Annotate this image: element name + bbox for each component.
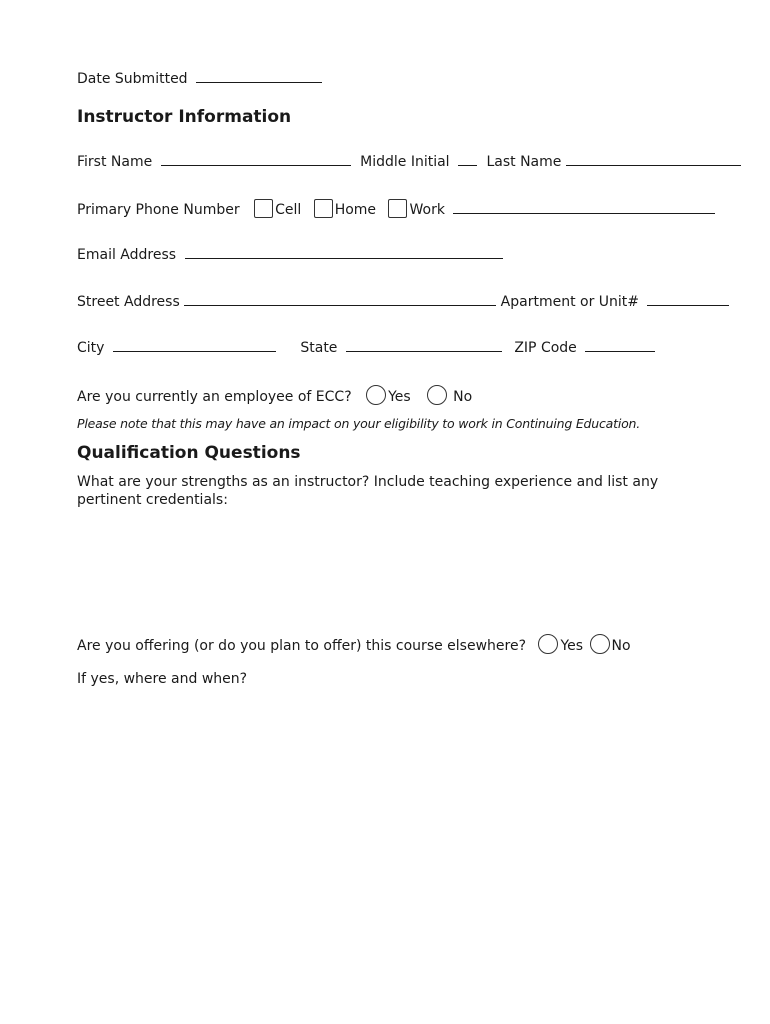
date-submitted-field[interactable] <box>196 70 322 83</box>
state-field[interactable] <box>346 339 502 352</box>
home-label: Home <box>334 202 377 218</box>
offering-no-radio[interactable] <box>590 634 610 654</box>
work-checkbox[interactable] <box>388 199 407 218</box>
first-name-label: First Name <box>77 154 153 170</box>
employee-yes-radio[interactable] <box>366 385 386 405</box>
name-row <box>77 153 741 171</box>
last-name-field[interactable] <box>566 153 741 166</box>
email-address-label: Email Address <box>77 247 177 263</box>
first-name-field[interactable] <box>161 153 351 166</box>
where-when-prompt: If yes, where and when? <box>77 671 248 687</box>
eligibility-note: Please note that this may have an impact on your eligibility to work in Continuing Education. <box>77 416 641 431</box>
offering-row <box>77 634 631 655</box>
offering-yes-radio[interactable] <box>538 634 558 654</box>
date-submitted-row <box>77 70 322 88</box>
street-row <box>77 293 729 311</box>
email-row <box>77 246 503 264</box>
instructor-information-heading: Instructor Information <box>77 107 292 127</box>
street-address-field[interactable] <box>184 293 496 306</box>
cell-label: Cell <box>275 202 302 218</box>
last-name-label: Last Name <box>486 154 562 170</box>
city-label: City <box>77 340 105 356</box>
apartment-field[interactable] <box>647 293 729 306</box>
home-checkbox[interactable] <box>314 199 333 218</box>
phone-number-field[interactable] <box>453 201 715 214</box>
qualification-questions-heading: Qualification Questions <box>77 443 301 463</box>
phone-row <box>77 199 715 219</box>
city-row <box>77 339 655 357</box>
middle-initial-label: Middle Initial <box>360 154 450 170</box>
employee-no-label: No <box>453 389 473 405</box>
middle-initial-field[interactable] <box>458 153 477 166</box>
state-label: State <box>300 340 338 356</box>
zip-code-field[interactable] <box>585 339 655 352</box>
city-field[interactable] <box>113 339 276 352</box>
employee-row <box>77 385 472 406</box>
primary-phone-label: Primary Phone Number <box>77 202 240 218</box>
work-label: Work <box>409 202 445 218</box>
apartment-label: Apartment or Unit# <box>500 294 640 310</box>
offering-yes-label: Yes <box>560 638 584 654</box>
offering-question: Are you offering (or do you plan to offer) this course elsewhere? <box>77 638 527 654</box>
date-submitted-label: Date Submitted <box>77 71 188 87</box>
employee-no-radio[interactable] <box>427 385 447 405</box>
employee-question: Are you currently an employee of ECC? <box>77 389 352 405</box>
zip-code-label: ZIP Code <box>514 340 577 356</box>
strengths-question: What are your strengths as an instructor? Include teaching experience and list any pertinent credentials: <box>77 474 659 508</box>
employee-yes-label: Yes <box>388 389 411 405</box>
email-address-field[interactable] <box>185 246 503 259</box>
offering-no-label: No <box>611 638 631 654</box>
cell-checkbox[interactable] <box>254 199 273 218</box>
street-address-label: Street Address <box>77 294 180 310</box>
